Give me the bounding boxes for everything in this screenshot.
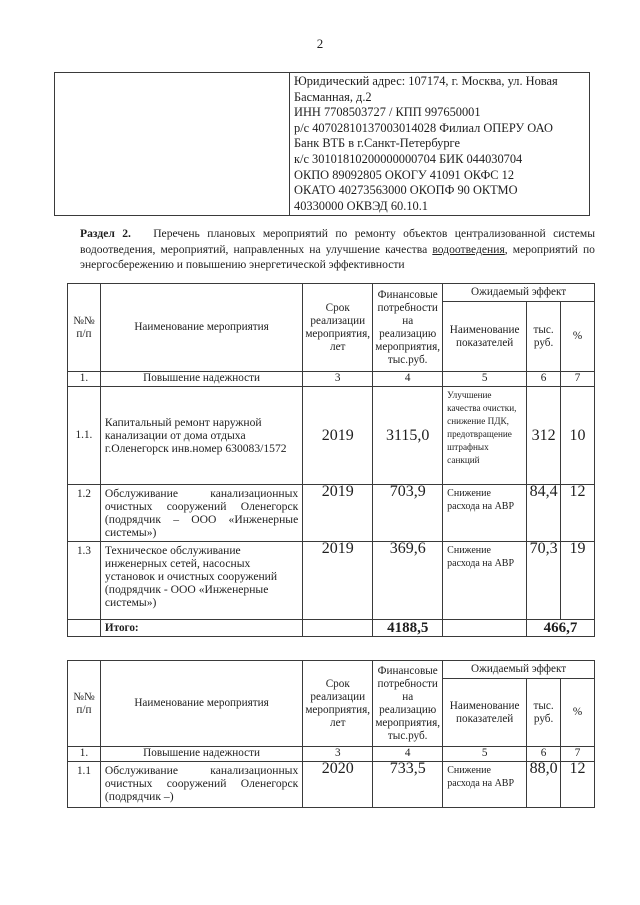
row-pct: 19	[561, 542, 595, 620]
section-label: Раздел 2.	[80, 227, 131, 240]
row-name: Обслуживание канализационных очистных сооружений Оленегорск (подрядчик – ООО «Инженерные системы»)	[100, 485, 302, 542]
total-cost: 4188,5	[373, 620, 443, 637]
header-effect: Ожидаемый эффект	[443, 284, 595, 302]
section-heading	[80, 226, 595, 273]
row-year: 2019	[303, 387, 373, 485]
requisites-line: ИНН 7708503727 / КПП 997650001	[294, 105, 481, 120]
row-num: 1.2	[68, 485, 101, 542]
row-cost: 703,9	[373, 485, 443, 542]
section-text-b: , мероприятий по энергосбережению и повышению энергетической эффективности	[80, 242, 595, 271]
total-empty-cell	[443, 620, 527, 637]
row-pct: 12	[561, 762, 595, 808]
col-number: 3	[303, 747, 373, 762]
requisites-lines	[290, 73, 589, 215]
col-number: 4	[373, 372, 443, 387]
header-finance: Финансовые потребности на реализацию мероприятия, тыс.руб.	[373, 284, 443, 372]
row-indicator: Снижение расхода на АВР	[443, 762, 527, 808]
table-row	[68, 387, 595, 485]
header-term: Срок реализации мероприятия, лет	[303, 284, 373, 372]
header-effect: Ожидаемый эффект	[443, 661, 595, 679]
requisites-line: Банк ВТБ в г.Санкт-Петербурге	[294, 136, 460, 151]
requisites-line: Басманная, д.2	[294, 89, 372, 104]
total-rub: 466,7	[527, 620, 595, 637]
header-pct: %	[561, 679, 595, 747]
row-name: Капитальный ремонт наружной канализации от дома отдыха г.Оленегорск инв.номер 630083/1572	[100, 387, 302, 485]
row-cost: 369,6	[373, 542, 443, 620]
measures-table-2020	[67, 660, 595, 808]
col-number: 1.	[68, 372, 101, 387]
header-rub: тыс. руб.	[527, 679, 561, 747]
requisites-line: ОКПО 89092805 ОКОГУ 41091 ОКФС 12	[294, 167, 515, 182]
row-cost: 3115,0	[373, 387, 443, 485]
requisites-line: ОКАТО 40273563000 ОКОПФ 90 ОКТМО	[294, 183, 518, 198]
row-rub: 84,4	[527, 485, 561, 542]
header-indicator: Наименование показателей	[443, 302, 527, 372]
row-rub: 88,0	[527, 762, 561, 808]
header-num: №№ п/п	[68, 284, 101, 372]
header-name: Наименование мероприятия	[100, 284, 302, 372]
row-num: 1.3	[68, 542, 101, 620]
requisites-cell	[290, 73, 590, 216]
page-number: 2	[316, 36, 324, 51]
requisites-line: р/с 40702810137003014028 Филиал ОПЕРУ ОАО	[294, 120, 553, 135]
table-row	[68, 485, 595, 542]
row-indicator: Снижение расхода на АВР	[443, 485, 527, 542]
header-finance: Финансовые потребности на реализацию мероприятия, тыс.руб.	[373, 661, 443, 747]
table-row	[68, 542, 595, 620]
header-indicator: Наименование показателей	[443, 679, 527, 747]
col-number: 4	[373, 747, 443, 762]
row-pct: 10	[561, 387, 595, 485]
row-name: Обслуживание канализационных очистных сооружений Оленегорск (подрядчик –)	[100, 762, 302, 808]
group-title: Повышение надежности	[100, 372, 302, 387]
header-term: Срок реализации мероприятия, лет	[303, 661, 373, 747]
row-indicator: Снижение расхода на АВР	[443, 542, 527, 620]
header-name: Наименование мероприятия	[100, 661, 302, 747]
row-rub: 70,3	[527, 542, 561, 620]
column-numbers-row	[68, 372, 595, 387]
row-num: 1.1	[68, 762, 101, 808]
group-title: Повышение надежности	[100, 747, 302, 762]
col-number: 1.	[68, 747, 101, 762]
col-number: 6	[527, 372, 561, 387]
total-empty-cell	[68, 620, 101, 637]
col-number: 5	[443, 372, 527, 387]
row-rub: 312	[527, 387, 561, 485]
table-row	[68, 762, 595, 808]
row-num: 1.1.	[68, 387, 101, 485]
measures-table-2019	[67, 283, 595, 637]
row-pct: 12	[561, 485, 595, 542]
row-year: 2020	[303, 762, 373, 808]
col-number: 5	[443, 747, 527, 762]
total-row	[68, 620, 595, 637]
header-rub: тыс. руб.	[527, 302, 561, 372]
requisites-line: 40330000 ОКВЭД 60.10.1	[294, 198, 428, 213]
header-pct: %	[561, 302, 595, 372]
header-num: №№ п/п	[68, 661, 101, 747]
row-year: 2019	[303, 485, 373, 542]
total-empty-cell	[303, 620, 373, 637]
section-text-underlined: водоотведения	[432, 242, 505, 256]
requisites-empty-cell	[55, 73, 290, 216]
col-number: 6	[527, 747, 561, 762]
total-label: Итого:	[100, 620, 302, 637]
row-name: Техническое обслуживание инженерных сетей, насосных установок и очистных сооружений (подрядчик - ООО «Инженерные системы»)	[100, 542, 302, 620]
row-indicator: Улучшение качества очистки, снижение ПДК, предотвращение штрафных санкций	[443, 387, 527, 485]
col-number: 7	[561, 747, 595, 762]
section-text-a: Перечень плановых мероприятий по ремонту объектов централизованной системы водоотведения, мероприятий, направленных на улучшение качества	[80, 227, 595, 256]
row-year: 2019	[303, 542, 373, 620]
requisites-line: Юридический адрес: 107174, г. Москва, ул. Новая	[294, 74, 558, 88]
requisites-table	[54, 72, 590, 216]
requisites-line: к/с 30101810200000000704 БИК 044030704	[294, 151, 523, 166]
row-cost: 733,5	[373, 762, 443, 808]
col-number: 7	[561, 372, 595, 387]
col-number: 3	[303, 372, 373, 387]
